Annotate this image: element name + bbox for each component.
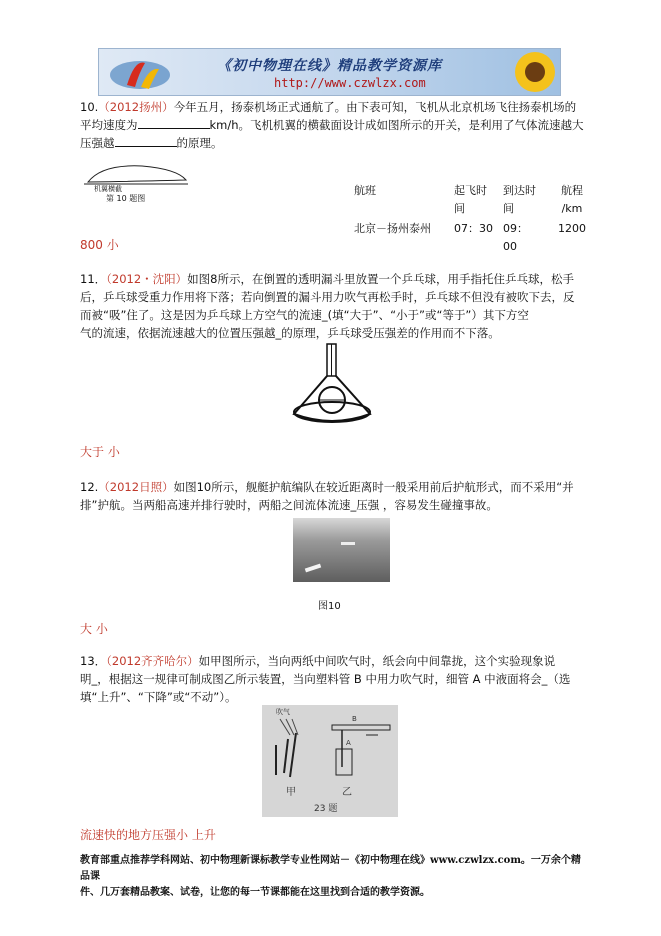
q10-text-d: 的原理。 [176,136,223,150]
flight-table-header [352,182,594,218]
q13-fig-caption: 23 题 [314,804,338,814]
q12-answer: 大 小 [80,622,108,636]
q12-line1 [80,478,580,496]
q10-fig-caption: 第 10 题图 [106,194,146,203]
table-header-cell: 航班 [354,184,376,197]
q12-text: 如图10所示，舰艇护航编队在较近距离时一般采用前后护航形式，而不采用“并 [173,480,574,494]
q10-text: 今年五月，扬泰机场正式通航了。由下表可知，飞机从北京机场飞往扬泰机场的 [173,100,577,114]
experiment-photo [262,705,398,817]
q11-line1 [80,270,580,288]
q10-text-b: km/h。飞机机翼的横截面设计成如图所示的开关，是利用了气体流速越大 [209,118,584,132]
table-cell: 北京－扬州泰州 [354,222,431,235]
q13-jia-label: 甲 [286,787,296,798]
q10-text-a: 平均速度为 [80,118,138,132]
q12-fig-caption: 图10 [318,601,341,612]
q13-yi-label: 乙 [342,787,352,798]
q12-number: 12. [80,480,99,494]
q10-answer: 800 小 [80,238,119,252]
ship-2 [305,564,321,573]
q10-line1 [80,98,580,116]
table-cell: 1200 [558,222,586,235]
table-cell: 07：30 [454,222,493,235]
banner-title: 《初中物理在线》精品教学资源库 [217,58,442,74]
q10-text-c: 压强越 [80,136,115,150]
funnel-pingpong-figure [282,342,382,426]
q11-line2: 后，乒乓球受重力作用将下落；若向倒置的漏斗用力吹气再松手时，乒乓球不但没有被吹下去，反 [80,290,575,304]
ship-1 [341,542,355,545]
q11-text: 如图8所示，在倒置的透明漏斗里放置一个乒乓球，用手指托住乒乓球，松手 [187,272,574,286]
flight-table-row [352,218,594,256]
logo-icon [105,53,175,93]
page-footer [80,853,590,901]
q13-tube-b-label: B [352,715,357,723]
q10-source: （2012扬州） [98,100,174,114]
ships-photo [293,518,390,582]
q11-line4: 气的流速，依据流速越大的位置压强越_的原理，乒乓球受压强差的作用而不下落。 [80,326,500,340]
q13-blow-label: 吹气 [276,708,290,716]
q10-number: 10. [80,100,99,114]
q10-blank-pressure [115,134,177,147]
q13-source: （2012齐齐哈尔） [106,654,199,668]
q13-number: 13． [80,654,107,668]
site-banner [98,48,561,96]
sunflower-icon [509,49,561,95]
q13-line2: 明_，根据这一规律可制成图乙所示装置，当向塑料管 B 中用力吹气时，细管 A 中液面将会_（选 [80,672,571,686]
q13-tube-a-label: A [346,739,351,747]
q10-fig-small-label: 机翼横截 [94,185,122,193]
table-header-cell: 起飞时 间 [454,184,487,215]
table-header-cell: 到达时 间 [503,184,536,215]
q10-line2 [80,116,584,134]
q11-answer: 大于 小 [80,445,120,459]
q13-line3: 填“上升”、“下降”或“不动”）。 [80,690,237,704]
table-header-cell: 航程 /km [561,184,583,215]
footer-line1: 教育部重点推荐学科网站、初中物理新课标教学专业性网站－《初中物理在线》www.czwlzx.com。一万余个精品课 [80,855,581,882]
banner-url[interactable]: http://www.czwlzx.com [274,76,426,90]
q13-text: 如甲图所示，当向两纸中间吹气时，纸会向中间靠拢，这个实验现象说 [198,654,556,668]
q10-line3 [80,134,580,152]
q12-line2: 排”护航。当两船高速并排行驶时，两船之间流体流速_压强 ，容易发生碰撞事故。 [80,498,498,512]
q12-source: （2012日照） [98,480,174,494]
footer-line2: 件、几万套精品教案、试卷，让您的每一节课都能在这里找到合适的教学资源。 [80,887,430,898]
table-cell: 09： 00 [503,222,528,253]
q11-source: （2012・沈阳） [106,272,188,286]
flight-table [352,182,594,256]
q11-number: 11． [80,272,107,286]
q13-answer: 流速快的地方压强小 上升 [80,828,216,842]
q11-line3: 而被“吸”住了。这是因为乒乓球上方空气的流速_(填“大于”、“小于”或“等于”）其下方空 [80,308,529,322]
q13-line1 [80,652,580,670]
q10-blank-speed [138,116,210,129]
